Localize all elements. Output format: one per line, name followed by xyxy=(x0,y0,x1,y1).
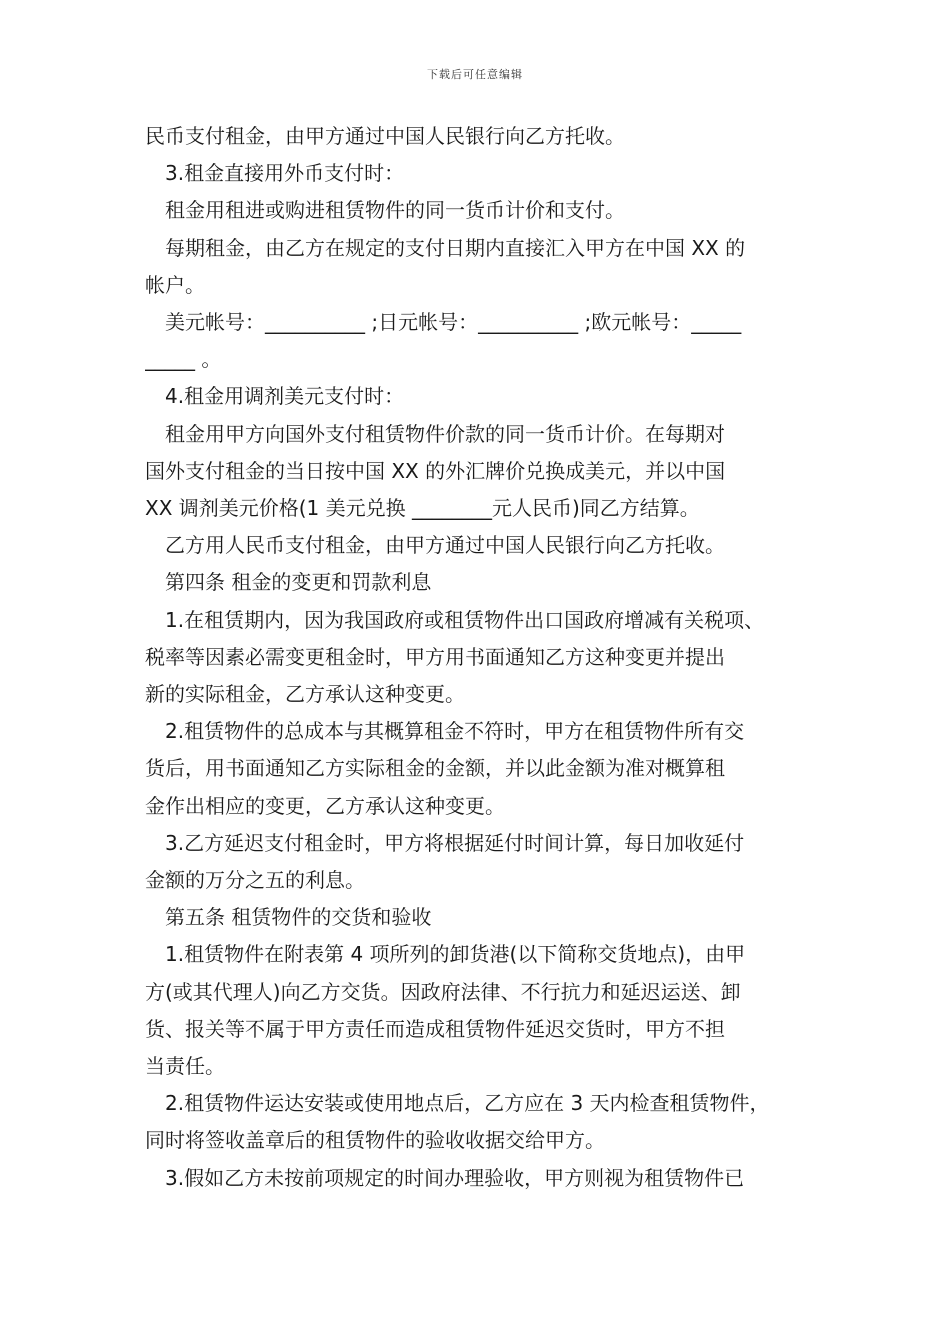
text-line: 货后，用书面通知乙方实际租金的金额，并以此金额为准对概算租 xyxy=(145,756,725,781)
text-line: 税率等因素必需变更租金时，甲方用书面通知乙方这种变更并提出 xyxy=(145,644,725,669)
text-line: 4.租金用调剂美元支付时： xyxy=(165,384,405,409)
text-line: 3.假如乙方未按前项规定的时间办理验收，甲方则视为租赁物件已 xyxy=(165,1165,745,1190)
text-line: 2.租赁物件运达安装或使用地点后，乙方应在 3 天内检查租赁物件， xyxy=(165,1091,770,1116)
text-line: 每期租金，由乙方在规定的支付日期内直接汇入甲方在中国 XX 的 xyxy=(165,235,746,260)
text-line: 民币支付租金，由甲方通过中国人民银行向乙方托收。 xyxy=(145,124,625,148)
text-line: 1.在租赁期内，因为我国政府或租赁物件出口国政府增减有关税项、 xyxy=(165,607,765,632)
text-line: 租金用租进或购进租赁物件的同一货币计价和支付。 xyxy=(165,198,625,223)
text-line: 金额的万分之五的利息。 xyxy=(145,868,365,893)
text-line: 第五条 租赁物件的交货和验收 xyxy=(165,905,432,930)
document-body xyxy=(145,118,825,1197)
text-line: 方(或其代理人)向乙方交货。因政府法律、不行抗力和延迟运送、卸 xyxy=(145,979,741,1004)
text-line: 租金用甲方向国外支付租赁物件价款的同一货币计价。在每期对 xyxy=(165,421,725,446)
text-line: 第四条 租金的变更和罚款利息 xyxy=(165,570,432,595)
text-line: 3.乙方延迟支付租金时，甲方将根据延付时间计算，每日加收延付 xyxy=(165,830,745,855)
text-line: 美元帐号：__________ ;日元帐号：__________ ;欧元帐号：_____ xyxy=(165,310,742,335)
text-line: 金作出相应的变更，乙方承认这种变更。 xyxy=(145,793,505,818)
text-line: 当责任。 xyxy=(145,1054,225,1079)
text-line: 国外支付租金的当日按中国 XX 的外汇牌价兑换成美元，并以中国 xyxy=(145,458,726,483)
text-line: 2.租赁物件的总成本与其概算租金不符时，甲方在租赁物件所有交 xyxy=(165,719,745,744)
text-line: 货、报关等不属于甲方责任而造成租赁物件延迟交货时，甲方不担 xyxy=(145,1016,725,1041)
text-line: XX 调剂美元价格(1 美元兑换 ________元人民币)同乙方结算。 xyxy=(145,496,700,521)
text-line: 乙方用人民币支付租金，由甲方通过中国人民银行向乙方托收。 xyxy=(165,533,725,558)
page-header: 下载后可任意编辑 xyxy=(427,68,523,81)
text-line: 帐户。 xyxy=(145,272,205,297)
text-line: 同时将签收盖章后的租赁物件的验收收据交给甲方。 xyxy=(145,1128,605,1153)
text-line: 3.租金直接用外币支付时： xyxy=(165,161,405,186)
text-line: _____ 。 xyxy=(145,347,222,372)
text-line: 新的实际租金，乙方承认这种变更。 xyxy=(145,682,465,707)
text-line: 1.租赁物件在附表第 4 项所列的卸货港(以下简称交货地点)，由甲 xyxy=(165,942,746,967)
